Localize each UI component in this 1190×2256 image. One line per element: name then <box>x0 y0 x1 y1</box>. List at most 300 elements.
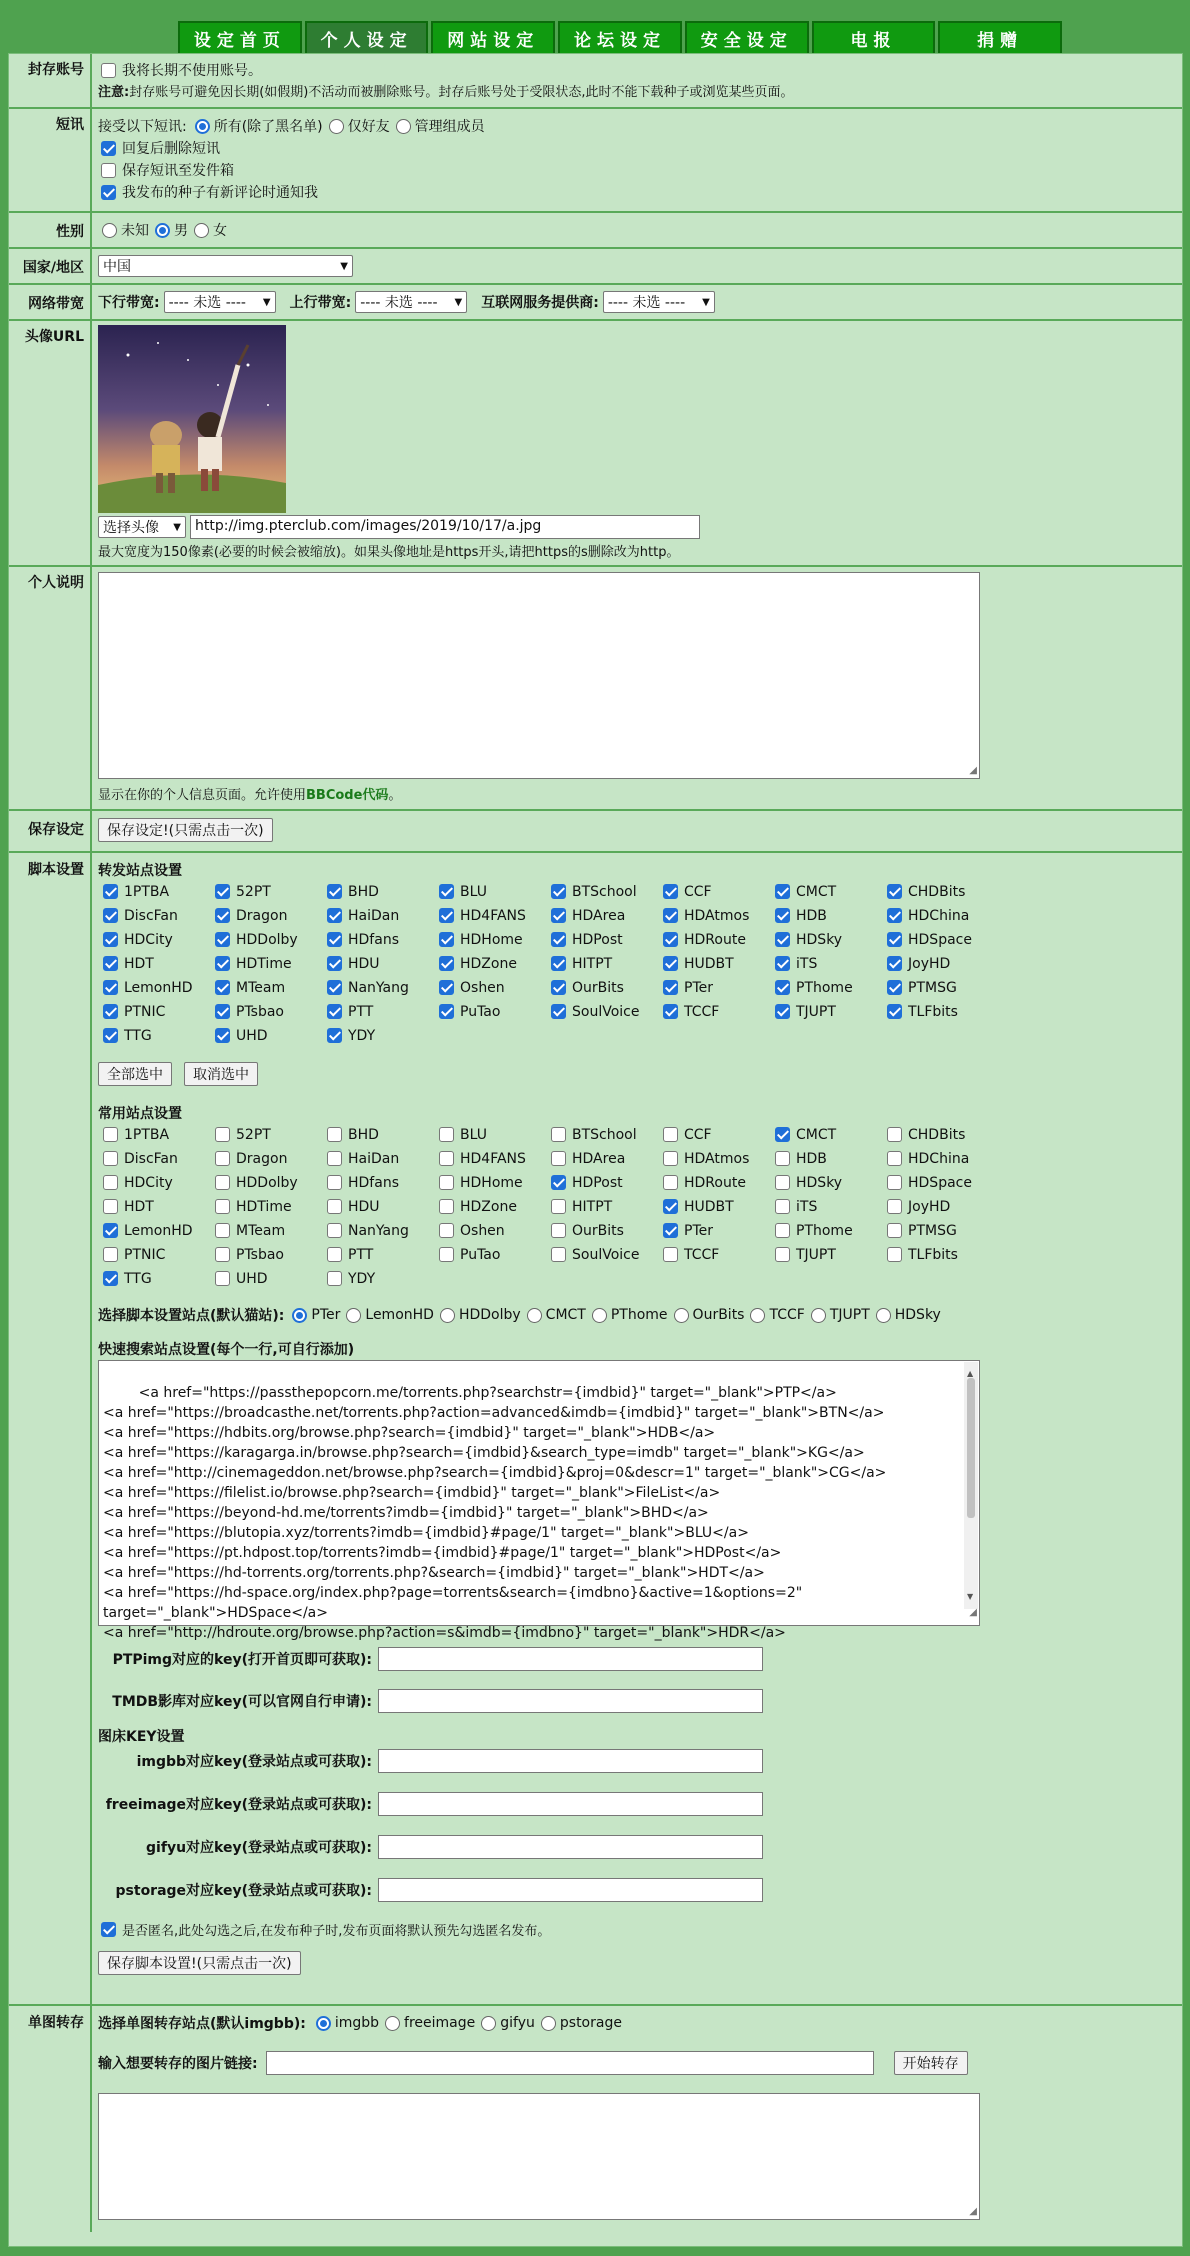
forward-site-name: BHD <box>348 883 379 900</box>
save-button[interactable]: 保存设定!(只需点击一次) <box>98 818 273 842</box>
forward-site-checkbox[interactable] <box>775 932 790 947</box>
forward-site-name: HUDBT <box>684 955 734 972</box>
common-site-checkbox[interactable] <box>663 1247 678 1262</box>
common-site <box>324 1148 436 1169</box>
common-site-name: PTer <box>684 1222 713 1239</box>
forward-site-checkbox[interactable] <box>327 1028 342 1043</box>
forward-site-checkbox[interactable] <box>775 884 790 899</box>
single-site-option: pstorage <box>559 2015 622 2031</box>
pm-accept-label: 接受以下短讯: <box>98 119 187 135</box>
common-site-checkbox[interactable] <box>551 1199 566 1214</box>
tmdb-label: TMDB影库对应key(可以官网自行申请): <box>112 1694 372 1710</box>
common-site-name: PTT <box>348 1246 374 1263</box>
common-site-checkbox[interactable] <box>775 1151 790 1166</box>
forward-site-checkbox[interactable] <box>775 1004 790 1019</box>
pstorage-input[interactable] <box>378 1878 763 1902</box>
up-label: 上行带宽: <box>289 295 352 311</box>
nav-tab[interactable]: 论坛设定 <box>558 21 682 53</box>
forward-site <box>324 881 436 902</box>
common-site-checkbox[interactable] <box>327 1127 342 1142</box>
common-site-checkbox[interactable] <box>215 1247 230 1262</box>
forward-site-checkbox[interactable] <box>327 908 342 923</box>
forward-site-checkbox[interactable] <box>663 1004 678 1019</box>
resize-grip-icon[interactable]: ◢ <box>969 765 977 776</box>
common-site <box>772 1148 884 1169</box>
pm-accept-radio[interactable] <box>195 119 210 134</box>
pm-label: 短讯 <box>9 109 92 211</box>
forward-site <box>100 953 212 974</box>
forward-site-name: TJUPT <box>796 1003 836 1020</box>
common-site <box>772 1172 884 1193</box>
forward-site-name: PThome <box>796 979 853 996</box>
forward-site-checkbox[interactable] <box>327 884 342 899</box>
common-site-checkbox[interactable] <box>663 1223 678 1238</box>
common-site <box>548 1124 660 1145</box>
forward-site-checkbox[interactable] <box>887 884 902 899</box>
forward-site <box>772 1001 884 1022</box>
single-site-radio[interactable] <box>541 2016 556 2031</box>
forward-site <box>212 929 324 950</box>
forward-site-checkbox[interactable] <box>327 932 342 947</box>
common-site <box>884 1172 996 1193</box>
common-site-checkbox[interactable] <box>215 1175 230 1190</box>
forward-site-checkbox[interactable] <box>215 908 230 923</box>
forward-site-checkbox[interactable] <box>551 980 566 995</box>
tmdb-input[interactable] <box>378 1689 763 1713</box>
default-site-radio[interactable] <box>750 1308 765 1323</box>
common-site-checkbox[interactable] <box>551 1247 566 1262</box>
pm-accept-line <box>98 115 1176 137</box>
common-site <box>772 1124 884 1145</box>
chevron-down-icon: ▼ <box>702 296 710 308</box>
forward-site-checkbox[interactable] <box>215 980 230 995</box>
forward-site-checkbox[interactable] <box>439 956 454 971</box>
default-site-option: HDDolby <box>458 1307 521 1323</box>
default-site-option: TJUPT <box>829 1307 870 1323</box>
common-site <box>548 1196 660 1217</box>
common-site-checkbox[interactable] <box>215 1151 230 1166</box>
avatar-url-input[interactable]: http://img.pterclub.com/images/2019/10/17/a.jpg <box>190 515 700 539</box>
nav-tab[interactable]: 安全设定 <box>685 21 809 53</box>
forward-site-name: SoulVoice <box>572 1003 640 1020</box>
common-site-checkbox[interactable] <box>663 1151 678 1166</box>
common-site-checkbox[interactable] <box>663 1175 678 1190</box>
forward-site-name: TCCF <box>684 1003 720 1020</box>
forward-site-name: HDSpace <box>908 931 972 948</box>
common-site-name: HDRoute <box>684 1174 746 1191</box>
common-site-name: HDChina <box>908 1150 970 1167</box>
common-site-name: HUDBT <box>684 1198 734 1215</box>
common-site-checkbox[interactable] <box>551 1223 566 1238</box>
single-site-radio[interactable] <box>481 2016 496 2031</box>
default-site-option: OurBits <box>692 1307 745 1323</box>
common-site <box>660 1124 772 1145</box>
common-site-name: TLFbits <box>908 1246 958 1263</box>
quick-search-title: 快速搜索站点设置(每个一行,可自行添加) <box>98 1342 355 1358</box>
common-site-checkbox[interactable] <box>887 1175 902 1190</box>
default-site-radio[interactable] <box>811 1308 826 1323</box>
forward-site-checkbox[interactable] <box>663 980 678 995</box>
forward-site-name: HDTime <box>236 955 292 972</box>
forward-site-checkbox[interactable] <box>215 956 230 971</box>
common-site-name: 52PT <box>236 1126 271 1143</box>
scroll-thumb[interactable] <box>967 1378 975 1518</box>
common-site <box>884 1148 996 1169</box>
default-site-radio[interactable] <box>440 1308 455 1323</box>
forward-site-checkbox[interactable] <box>215 932 230 947</box>
avatar-select[interactable] <box>98 516 186 538</box>
single-label: 单图转存 <box>9 2006 92 2232</box>
common-site <box>884 1196 996 1217</box>
common-site-checkbox[interactable] <box>439 1199 454 1214</box>
forward-site-name: HDDolby <box>236 931 298 948</box>
common-site-checkbox[interactable] <box>327 1247 342 1262</box>
nav-tab[interactable]: 网站设定 <box>431 21 555 53</box>
forward-site-checkbox[interactable] <box>887 980 902 995</box>
park-checkbox[interactable] <box>101 63 116 78</box>
common-site-name: BTSchool <box>572 1126 637 1143</box>
common-site-checkbox[interactable] <box>215 1127 230 1142</box>
scroll-down-icon[interactable]: ▼ <box>967 1592 974 1601</box>
gender-row <box>9 213 1182 249</box>
forward-site-checkbox[interactable] <box>439 932 454 947</box>
gender-radio[interactable] <box>155 223 170 238</box>
forward-site-name: HDCity <box>124 931 173 948</box>
info-textarea[interactable] <box>98 572 980 779</box>
common-site <box>548 1172 660 1193</box>
up-select[interactable] <box>355 291 467 313</box>
forward-sites-grid <box>100 881 1176 1046</box>
common-site <box>212 1172 324 1193</box>
ptpimg-input[interactable] <box>378 1647 763 1671</box>
default-site-option: PTer <box>311 1307 341 1323</box>
pm-accept-option: 仅好友 <box>347 119 390 135</box>
pm-option-checkbox[interactable] <box>101 185 116 200</box>
forward-site-checkbox[interactable] <box>663 884 678 899</box>
single-site-option: gifyu <box>500 2015 535 2031</box>
forward-site-name: PuTao <box>460 1003 501 1020</box>
resize-grip-icon[interactable]: ◢ <box>969 1607 977 1618</box>
common-site-checkbox[interactable] <box>327 1199 342 1214</box>
common-site <box>660 1220 772 1241</box>
chevron-down-icon: ▼ <box>340 260 348 272</box>
forward-site-name: HDSky <box>796 931 843 948</box>
forward-site <box>660 905 772 926</box>
common-site-checkbox[interactable] <box>327 1175 342 1190</box>
forward-site-checkbox[interactable] <box>215 1028 230 1043</box>
forward-site <box>884 929 996 950</box>
common-site-checkbox[interactable] <box>887 1151 902 1166</box>
forward-site-checkbox[interactable] <box>103 932 118 947</box>
default-site-radio[interactable] <box>876 1308 891 1323</box>
forward-site-checkbox[interactable] <box>327 980 342 995</box>
common-site <box>100 1268 212 1289</box>
forward-site-checkbox[interactable] <box>887 1004 902 1019</box>
common-site-checkbox[interactable] <box>103 1223 118 1238</box>
common-site <box>212 1124 324 1145</box>
gifyu-input[interactable] <box>378 1835 763 1859</box>
nav-tab[interactable]: 个人设定 <box>305 21 429 53</box>
forward-site-checkbox[interactable] <box>103 956 118 971</box>
common-site-checkbox[interactable] <box>775 1199 790 1214</box>
forward-site <box>548 905 660 926</box>
common-site-checkbox[interactable] <box>551 1175 566 1190</box>
common-site <box>436 1172 548 1193</box>
forward-site-checkbox[interactable] <box>551 1004 566 1019</box>
common-site-checkbox[interactable] <box>215 1199 230 1214</box>
common-site-checkbox[interactable] <box>103 1151 118 1166</box>
pm-option-checkbox[interactable] <box>101 141 116 156</box>
default-site-option: TCCF <box>769 1307 805 1323</box>
forward-site-checkbox[interactable] <box>439 1004 454 1019</box>
common-site-checkbox[interactable] <box>663 1127 678 1142</box>
common-site-name: OurBits <box>572 1222 624 1239</box>
forward-site <box>212 905 324 926</box>
save-script-button[interactable]: 保存脚本设置!(只需点击一次) <box>98 1951 301 1975</box>
forward-site-name: LemonHD <box>124 979 193 996</box>
common-site-checkbox[interactable] <box>551 1127 566 1142</box>
pm-row <box>9 109 1182 213</box>
save-label: 保存设定 <box>9 811 92 851</box>
forward-site-checkbox[interactable] <box>551 908 566 923</box>
common-site <box>100 1220 212 1241</box>
common-site-name: HDArea <box>572 1150 626 1167</box>
forward-site-checkbox[interactable] <box>103 908 118 923</box>
pm-accept-radio[interactable] <box>329 119 344 134</box>
common-site-checkbox[interactable] <box>663 1199 678 1214</box>
pstorage-label: pstorage对应key(登录站点或可获取): <box>115 1883 372 1899</box>
forward-site-name: BTSchool <box>572 883 637 900</box>
default-site-radio[interactable] <box>292 1308 307 1323</box>
forward-site <box>100 1001 212 1022</box>
forward-site <box>884 905 996 926</box>
select-all-button[interactable]: 全部选中 <box>98 1062 172 1086</box>
forward-site-name: PTer <box>684 979 713 996</box>
forward-site-name: HaiDan <box>348 907 400 924</box>
common-site <box>660 1148 772 1169</box>
forward-site-checkbox[interactable] <box>103 884 118 899</box>
quick-search-textarea[interactable] <box>98 1360 980 1641</box>
single-site-radio[interactable] <box>385 2016 400 2031</box>
nav-tab[interactable]: 捐赠 <box>938 21 1062 53</box>
forward-site <box>884 953 996 974</box>
image-link-label: 输入想要转存的图片链接: <box>98 2056 258 2072</box>
image-link-input[interactable] <box>266 2051 874 2075</box>
isp-value: ---- 未选 ---- <box>607 295 686 311</box>
forward-site-name: UHD <box>236 1027 268 1044</box>
common-site <box>436 1196 548 1217</box>
forward-site-checkbox[interactable] <box>887 932 902 947</box>
common-title: 常用站点设置 <box>98 1106 182 1122</box>
common-site-checkbox[interactable] <box>775 1247 790 1262</box>
forward-site-checkbox[interactable] <box>775 980 790 995</box>
forward-site <box>436 881 548 902</box>
common-site-name: 1PTBA <box>124 1126 170 1143</box>
common-site-checkbox[interactable] <box>439 1127 454 1142</box>
default-site-radio[interactable] <box>527 1308 542 1323</box>
nav-tab[interactable]: 设定首页 <box>178 21 302 53</box>
forward-site <box>100 881 212 902</box>
common-site-checkbox[interactable] <box>887 1199 902 1214</box>
country-value: 中国 <box>103 259 131 275</box>
common-site <box>212 1220 324 1241</box>
common-site-checkbox[interactable] <box>439 1175 454 1190</box>
common-site-checkbox[interactable] <box>439 1223 454 1238</box>
single-site-radio[interactable] <box>316 2016 331 2031</box>
forward-site <box>436 953 548 974</box>
forward-site-name: HDRoute <box>684 931 746 948</box>
common-site-name: Oshen <box>460 1222 505 1239</box>
forward-site-checkbox[interactable] <box>551 956 566 971</box>
pm-accept-radio[interactable] <box>396 119 411 134</box>
transfer-result-textarea[interactable] <box>98 2093 980 2220</box>
imgbb-input[interactable] <box>378 1749 763 1773</box>
common-site <box>548 1148 660 1169</box>
forward-site <box>548 1001 660 1022</box>
nav-tab[interactable]: 电报 <box>812 21 936 53</box>
bbcode-link[interactable]: BBCode代码 <box>306 788 389 803</box>
forward-site-checkbox[interactable] <box>327 956 342 971</box>
common-site-checkbox[interactable] <box>775 1127 790 1142</box>
gender-option: 男 <box>174 223 188 239</box>
forward-site-checkbox[interactable] <box>439 980 454 995</box>
common-site-name: Dragon <box>236 1150 288 1167</box>
common-site-name: BHD <box>348 1126 379 1143</box>
common-site <box>324 1268 436 1289</box>
forward-site-checkbox[interactable] <box>327 1004 342 1019</box>
common-site-checkbox[interactable] <box>103 1175 118 1190</box>
forward-site-checkbox[interactable] <box>551 884 566 899</box>
top-nav <box>178 21 1062 53</box>
forward-site <box>772 929 884 950</box>
common-site-checkbox[interactable] <box>775 1175 790 1190</box>
common-site <box>660 1244 772 1265</box>
default-site-radio[interactable] <box>674 1308 689 1323</box>
gender-radio[interactable] <box>102 223 117 238</box>
resize-grip-icon[interactable]: ◢ <box>969 2206 977 2217</box>
common-site-name: MTeam <box>236 1222 286 1239</box>
chevron-down-icon: ▼ <box>454 296 463 308</box>
forward-site <box>324 905 436 926</box>
pm-option <box>98 181 1176 203</box>
forward-site <box>212 977 324 998</box>
up-value: ---- 未选 ---- <box>360 295 438 311</box>
forward-site-checkbox[interactable] <box>215 884 230 899</box>
forward-site-name: JoyHD <box>908 955 951 972</box>
forward-site-checkbox[interactable] <box>103 1004 118 1019</box>
forward-site-checkbox[interactable] <box>215 1004 230 1019</box>
common-site-checkbox[interactable] <box>887 1247 902 1262</box>
forward-site-checkbox[interactable] <box>663 908 678 923</box>
common-site-checkbox[interactable] <box>215 1223 230 1238</box>
common-site-name: HDPost <box>572 1174 623 1191</box>
default-site-radio[interactable] <box>592 1308 607 1323</box>
forward-site-checkbox[interactable] <box>663 932 678 947</box>
common-site-name: PuTao <box>460 1246 501 1263</box>
save-row <box>9 811 1182 853</box>
gender-radio[interactable] <box>194 223 209 238</box>
common-site-checkbox[interactable] <box>887 1127 902 1142</box>
common-site-checkbox[interactable] <box>103 1199 118 1214</box>
pm-option-label: 保存短讯至发件箱 <box>122 163 234 179</box>
forward-site-checkbox[interactable] <box>439 908 454 923</box>
single-row <box>9 2006 1182 2232</box>
common-site-checkbox[interactable] <box>887 1223 902 1238</box>
common-site-checkbox[interactable] <box>327 1223 342 1238</box>
forward-site <box>548 977 660 998</box>
common-site <box>212 1196 324 1217</box>
forward-site-checkbox[interactable] <box>103 1028 118 1043</box>
forward-site-name: HDHome <box>460 931 523 948</box>
common-site-checkbox[interactable] <box>103 1247 118 1262</box>
common-site-checkbox[interactable] <box>439 1151 454 1166</box>
common-site <box>660 1196 772 1217</box>
common-site-checkbox[interactable] <box>103 1271 118 1286</box>
forward-site <box>436 1001 548 1022</box>
deselect-all-button[interactable]: 取消选中 <box>184 1062 258 1086</box>
forward-site <box>436 905 548 926</box>
common-site <box>324 1220 436 1241</box>
forward-site-checkbox[interactable] <box>887 908 902 923</box>
forward-site <box>660 881 772 902</box>
common-sites-grid <box>100 1124 1176 1289</box>
gifyu-label: gifyu对应key(登录站点或可获取): <box>146 1840 372 1856</box>
down-value: ---- 未选 ---- <box>168 295 246 311</box>
forward-site-checkbox[interactable] <box>887 956 902 971</box>
forward-site-checkbox[interactable] <box>103 980 118 995</box>
chevron-down-icon: ▼ <box>173 521 181 533</box>
forward-site-checkbox[interactable] <box>775 956 790 971</box>
default-site-radio[interactable] <box>346 1308 361 1323</box>
forward-site-name: HDU <box>348 955 380 972</box>
script-label: 脚本设置 <box>9 853 92 2004</box>
common-site-checkbox[interactable] <box>215 1271 230 1286</box>
forward-site-checkbox[interactable] <box>775 908 790 923</box>
scroll-up-icon[interactable]: ▲ <box>967 1369 974 1378</box>
common-site <box>212 1268 324 1289</box>
isp-select[interactable] <box>603 291 715 313</box>
gender-options <box>98 219 1176 241</box>
common-site-checkbox[interactable] <box>439 1247 454 1262</box>
common-site-checkbox[interactable] <box>327 1271 342 1286</box>
down-select[interactable] <box>164 291 276 313</box>
textarea-scrollbar[interactable] <box>964 1362 978 1609</box>
common-site-name: CHDBits <box>908 1126 966 1143</box>
forward-site-checkbox[interactable] <box>663 956 678 971</box>
forward-site <box>436 977 548 998</box>
common-site-checkbox[interactable] <box>103 1127 118 1142</box>
forward-site-checkbox[interactable] <box>551 932 566 947</box>
common-site <box>100 1244 212 1265</box>
anonymous-checkbox[interactable] <box>101 1922 116 1937</box>
country-select[interactable] <box>98 255 353 277</box>
common-site-checkbox[interactable] <box>775 1223 790 1238</box>
avatar-select-value: 选择头像 <box>103 520 159 536</box>
common-site-name: HDTime <box>236 1198 292 1215</box>
forward-site-checkbox[interactable] <box>439 884 454 899</box>
common-site-checkbox[interactable] <box>327 1151 342 1166</box>
start-transfer-button[interactable]: 开始转存 <box>894 2051 968 2075</box>
forward-site <box>884 1001 996 1022</box>
pm-option-checkbox[interactable] <box>101 163 116 178</box>
freeimage-input[interactable] <box>378 1792 763 1816</box>
common-site-checkbox[interactable] <box>551 1151 566 1166</box>
common-site <box>884 1244 996 1265</box>
pm-option-label: 回复后删除短讯 <box>122 141 220 157</box>
common-site <box>100 1124 212 1145</box>
pm-option-label: 我发布的种子有新评论时通知我 <box>122 185 318 201</box>
default-site-line <box>98 1304 1176 1326</box>
